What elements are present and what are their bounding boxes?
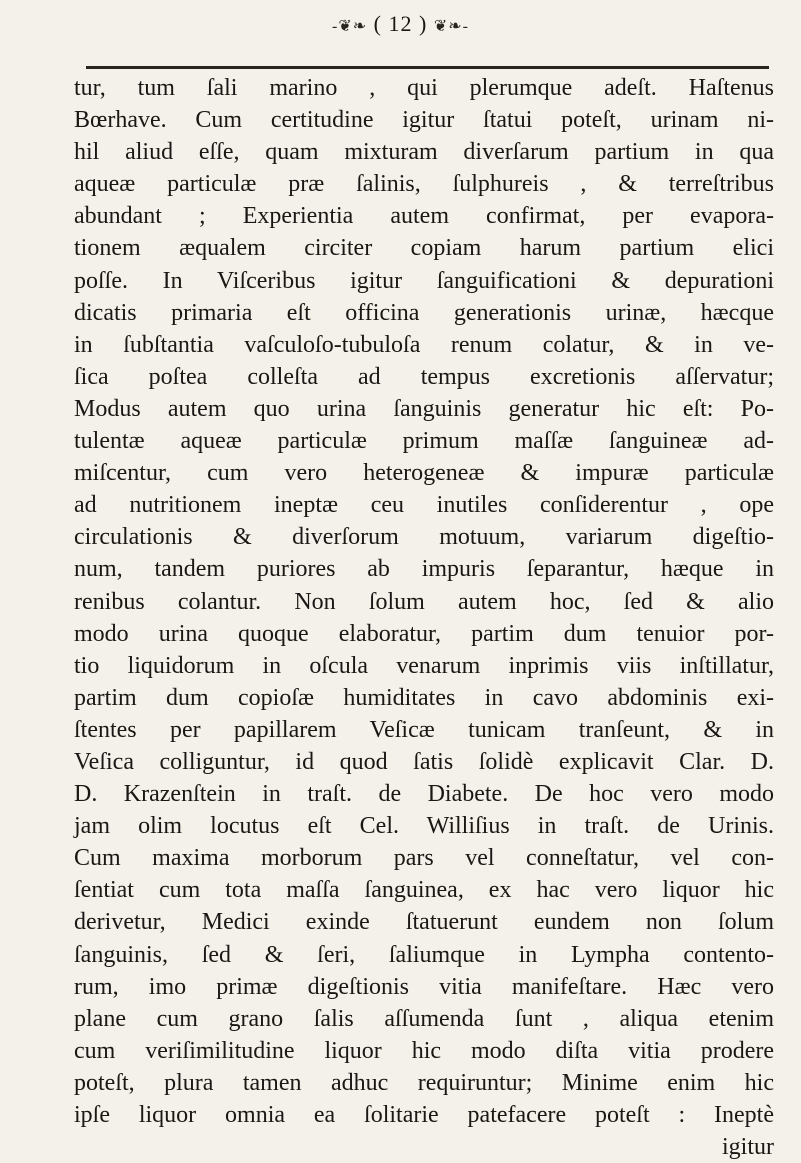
text-line: miſcentur, cum vero heterogeneæ & impuræ particulæ: [74, 460, 774, 487]
text-line: renibus colantur. Non ſolum autem hoc, ſed & alio: [74, 588, 774, 615]
text-line: Modus autem quo urina ſanguinis generatur hic eſt: Po-: [74, 395, 774, 422]
text-line: cum veriſimilitudine liquor hic modo diſta vitia prodere: [74, 1037, 774, 1064]
ornament-right: ❦❧-: [433, 18, 469, 35]
text-line: rum, imo primæ digeſtionis vitia manifeſtare. Hæc vero: [74, 973, 774, 1000]
text-line: partim dum copioſæ humiditates in cavo abdominis exi-: [74, 684, 774, 711]
text-line: modo urina quoque elaboratur, partim dum tenuior por-: [74, 620, 774, 647]
text-line: tionem æqualem circiter copiam harum partium elici: [74, 235, 774, 262]
body-text: [74, 72, 774, 1163]
text-line: ſtentes per papillarem Veſicæ tunicam tranſeunt, & in: [74, 716, 774, 743]
page-header: [0, 10, 801, 41]
text-line: plane cum grano ſalis aſſumenda ſunt , aliqua etenim: [74, 1005, 774, 1032]
text-line: tio liquidorum in oſcula venarum inprimis viis inſtillatur,: [74, 652, 774, 679]
text-line: ſentiat cum tota maſſa ſanguinea, ex hac vero liquor hic: [74, 877, 774, 904]
text-line: num, tandem puriores ab impuris ſeparantur, hæque in: [74, 556, 774, 583]
text-line: Bœrhave. Cum certitudine igitur ſtatui poteſt, urinam ni-: [74, 107, 774, 134]
page-number: ( 12 ): [373, 11, 428, 36]
text-line: circulationis & diverſorum motuum, variarum digeſtio-: [74, 524, 774, 551]
ornament-left: -❦❧: [332, 18, 368, 35]
text-line: ipſe liquor omnia ea ſolitarie patefacere poteſt : Ineptè: [74, 1102, 774, 1128]
header-rule: [86, 66, 769, 69]
text-line: poſſe. In Viſceribus igitur ſanguificationi & depurationi: [74, 267, 774, 294]
text-line: Cum maxima morborum pars vel conneſtatur, vel con-: [74, 845, 774, 872]
text-line: ad nutritionem ineptæ ceu inutiles conſiderentur , ope: [74, 492, 774, 519]
text-line: abundant ; Experientia autem confirmat, per evapora-: [74, 203, 774, 230]
text-line: in ſubſtantia vaſculoſo-tubuloſa renum colatur, & in ve-: [74, 331, 774, 358]
text-line: poteſt, plura tamen adhuc requiruntur; Minime enim hic: [74, 1069, 774, 1096]
text-line: jam olim locutus eſt Cel. Williſius in traſt. de Urinis.: [74, 813, 774, 840]
text-line: aqueæ particulæ præ ſalinis, ſulphureis , & terreſtribus: [74, 171, 774, 198]
text-line: dicatis primaria eſt officina generationis urinæ, hæcque: [74, 299, 774, 326]
text-line: D. Krazenſtein in traſt. de Diabete. De hoc vero modo: [74, 781, 774, 808]
catchword: igitur: [722, 1134, 774, 1161]
text-line: hil aliud eſſe, quam mixturam diverſarum partium in qua: [74, 139, 774, 166]
text-line: tulentæ aqueæ particulæ primum maſſæ ſanguineæ ad-: [74, 428, 774, 455]
text-line: tur, tum ſali marino , qui plerumque adeſt. Haſtenus: [74, 75, 774, 101]
text-line: Veſica colliguntur, id quod ſatis ſolidè explicavit Clar. D.: [74, 748, 774, 775]
text-line: ſanguinis, ſed & ſeri, ſaliumque in Lympha contento-: [74, 941, 774, 968]
text-line: ſica poſtea colleſta ad tempus excretionis aſſervatur;: [74, 363, 774, 390]
text-line: derivetur, Medici exinde ſtatuerunt eundem non ſolum: [74, 909, 774, 936]
